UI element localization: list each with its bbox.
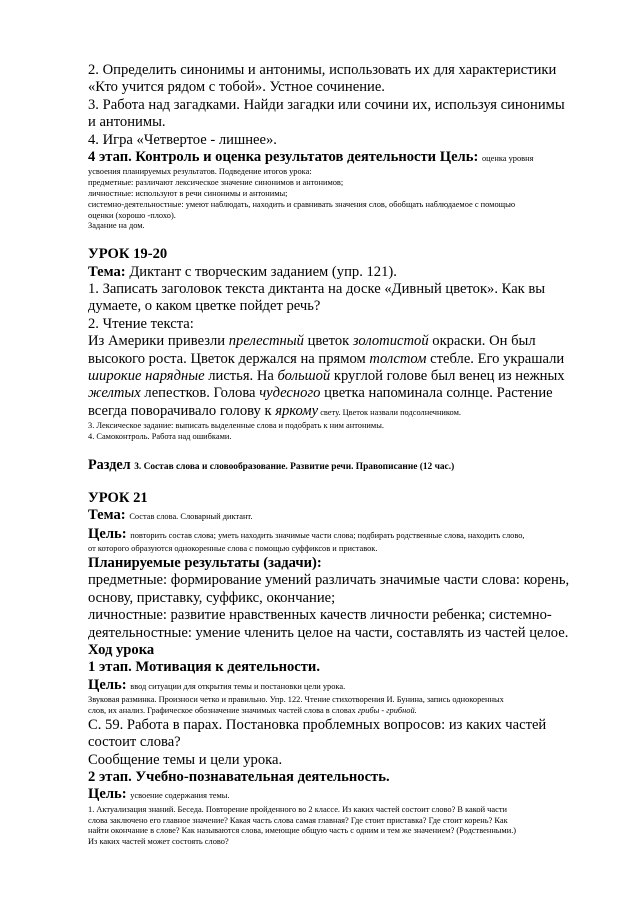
text-line: Сообщение темы и цели урока.: [88, 751, 283, 768]
dictation-italic: большой: [277, 368, 331, 385]
document-page: [88, 62, 594, 848]
course-heading: Ход урока: [88, 641, 155, 658]
dictation-italic: золотистой: [352, 333, 429, 350]
dictation-italic: чудесного: [259, 385, 321, 402]
small-line: оценки (хорошо -плохо).: [88, 210, 176, 220]
text-line: С. 59. Работа в парах. Постановка проблемных вопросов: из каких частей: [88, 716, 547, 733]
dictation-text: круглой голове был венец из нежных: [330, 368, 565, 385]
text-line: и антонимы.: [88, 114, 166, 131]
text-line: 2. Чтение текста:: [88, 315, 194, 332]
dictation-line: [88, 368, 594, 385]
text-line: основу, приставку, суффикс, окончание;: [88, 589, 336, 606]
small-line: 1. Актуализация знаний. Беседа. Повторение пройденного во 2 классе. Из каких частей состоит слово? В какой части: [88, 804, 507, 814]
small-line: от которого образуются однокоренные слова с помощью суффиксов и приставок.: [88, 544, 378, 554]
dictation-line: [88, 385, 594, 402]
section-text: 3. Состав слова и словообразование. Развитие речи. Правописание (12 час.): [134, 461, 455, 472]
text-line: «Кто учится рядом с тобой». Устное сочинение.: [88, 79, 385, 96]
theme-text: Состав слова. Словарный диктант.: [129, 512, 253, 522]
goal-text: ввод ситуации для открытия темы и постановки цели урока.: [130, 681, 346, 691]
results-heading: Планируемые результаты (задачи):: [88, 554, 322, 571]
dictation-text: всегда поворачивало голову к: [88, 402, 276, 419]
lesson-title: УРОК 21: [88, 489, 148, 506]
section-label: Раздел: [88, 456, 131, 473]
stage2-goal: [88, 786, 594, 804]
text-line: 3. Работа над загадками. Найди загадки или сочини их, используя синонимы: [88, 96, 565, 113]
small-line: усвоения планируемых результатов. Подведение итогов урока:: [88, 167, 312, 177]
lesson-goal: [88, 526, 594, 544]
lesson-theme: [88, 264, 594, 281]
small-line: предметные: различают лексическое значение синонимов и антонимов;: [88, 178, 344, 188]
small-text: слов, их анализ. Графическое обозначение значимых частей слова в словах: [88, 705, 358, 715]
theme-label: Тема:: [88, 507, 126, 524]
dictation-text: высокого роста. Цветок держался на прямом: [88, 350, 370, 367]
small-line: личностные: используют в речи синонимы и антонимы;: [88, 189, 288, 199]
dictation-text: Из Америки привезли: [88, 333, 229, 350]
dictation-italic: толстом: [369, 350, 427, 367]
small-line: Из каких частей может состоять слово?: [88, 837, 229, 847]
text-line: 1. Записать заголовок текста диктанта на доске «Дивный цветок». Как вы: [88, 281, 546, 298]
dictation-italic: прелестный: [228, 333, 304, 350]
dictation-text: окраски. Он был: [428, 333, 536, 350]
small-line: 4. Самоконтроль. Работа над ошибками.: [88, 432, 232, 442]
dictation-italic: яркому: [275, 402, 319, 419]
dictation-italic: желтых: [88, 385, 141, 402]
goal-label: Цель:: [88, 786, 127, 803]
lesson-title: УРОК 19-20: [88, 246, 168, 263]
dictation-line: [88, 351, 594, 368]
goal-label: Цель:: [88, 676, 127, 693]
small-line: Звуковая разминка. Произноси четко и правильно. Упр. 122. Чтение стихотворения И. Бунина, запись однокоренных: [88, 695, 504, 705]
dictation-line: [88, 403, 594, 421]
stage1-heading: 1 этап. Мотивация к деятельности.: [88, 659, 320, 676]
stage4-heading: [88, 149, 594, 167]
stage2-heading: 2 этап. Учебно-познавательная деятельность.: [88, 768, 390, 785]
goal-label: Цель:: [88, 525, 127, 542]
small-line: системно-деятельностные: умеют наблюдать, находить и сравнивать значения слов, обобщать наблюдаемое с помощью: [88, 199, 516, 209]
dictation-line: [88, 333, 594, 350]
small-italic: грибы - грибной.: [357, 705, 417, 715]
dictation-text: лепестков. Голова: [140, 385, 260, 402]
section-heading: [88, 457, 594, 476]
goal-text: повторить состав слова; уметь находить значимые части слова; подбирать родственные слова, находить слово,: [130, 530, 525, 540]
small-line: 3. Лексическое задание: выписать выделенные слова и подобрать к ним антонимы.: [88, 421, 384, 431]
text-line: 2. Определить синонимы и антонимы, использовать их для характеристики: [88, 62, 557, 78]
small-line: найти окончание в слове? Как называются слова, имеющие общую часть с одним и тем же значением? (Родственными.): [88, 826, 517, 836]
goal-text: усвоение содержания темы.: [130, 791, 230, 801]
small-line: слова заключено его главное значение? Какая часть слова самая главная? Где стоит приставка? Где стоит корень? Как: [88, 815, 508, 825]
text-line: состоит слова?: [88, 734, 181, 751]
text-line: думаете, о каком цветке пойдет речь?: [88, 298, 321, 315]
dictation-text-small: свету. Цветок назвали подсолнечником.: [318, 407, 461, 417]
dictation-text: листья. На: [204, 368, 278, 385]
small-line: Задание на дом.: [88, 221, 145, 231]
stage4-heading-tail: оценка уровня: [481, 154, 534, 164]
small-line: [88, 706, 594, 717]
text-line: личностные: развитие нравственных качеств личности ребенка; системно-: [88, 607, 552, 624]
dictation-italic: широкие нарядные: [88, 368, 205, 385]
stage4-heading-bold: 4 этап. Контроль и оценка результатов деятельности Цель:: [88, 149, 479, 166]
stage1-goal: [88, 677, 594, 695]
text-line: 4. Игра «Четвертое - лишнее».: [88, 131, 277, 148]
dictation-text: цветка напоминала солнце. Растение: [320, 385, 553, 402]
lesson-theme: [88, 507, 594, 525]
dictation-text: стебле. Его украшали: [426, 350, 565, 367]
theme-label: Тема:: [88, 263, 126, 280]
text-line: предметные: формирование умений различать значимые части слова: корень,: [88, 572, 570, 589]
text-line: деятельностные: умение членить целое на части, составлять из частей целое.: [88, 624, 569, 641]
theme-text: Диктант с творческим заданием (упр. 121).: [129, 263, 397, 280]
dictation-text: цветок: [303, 333, 353, 350]
